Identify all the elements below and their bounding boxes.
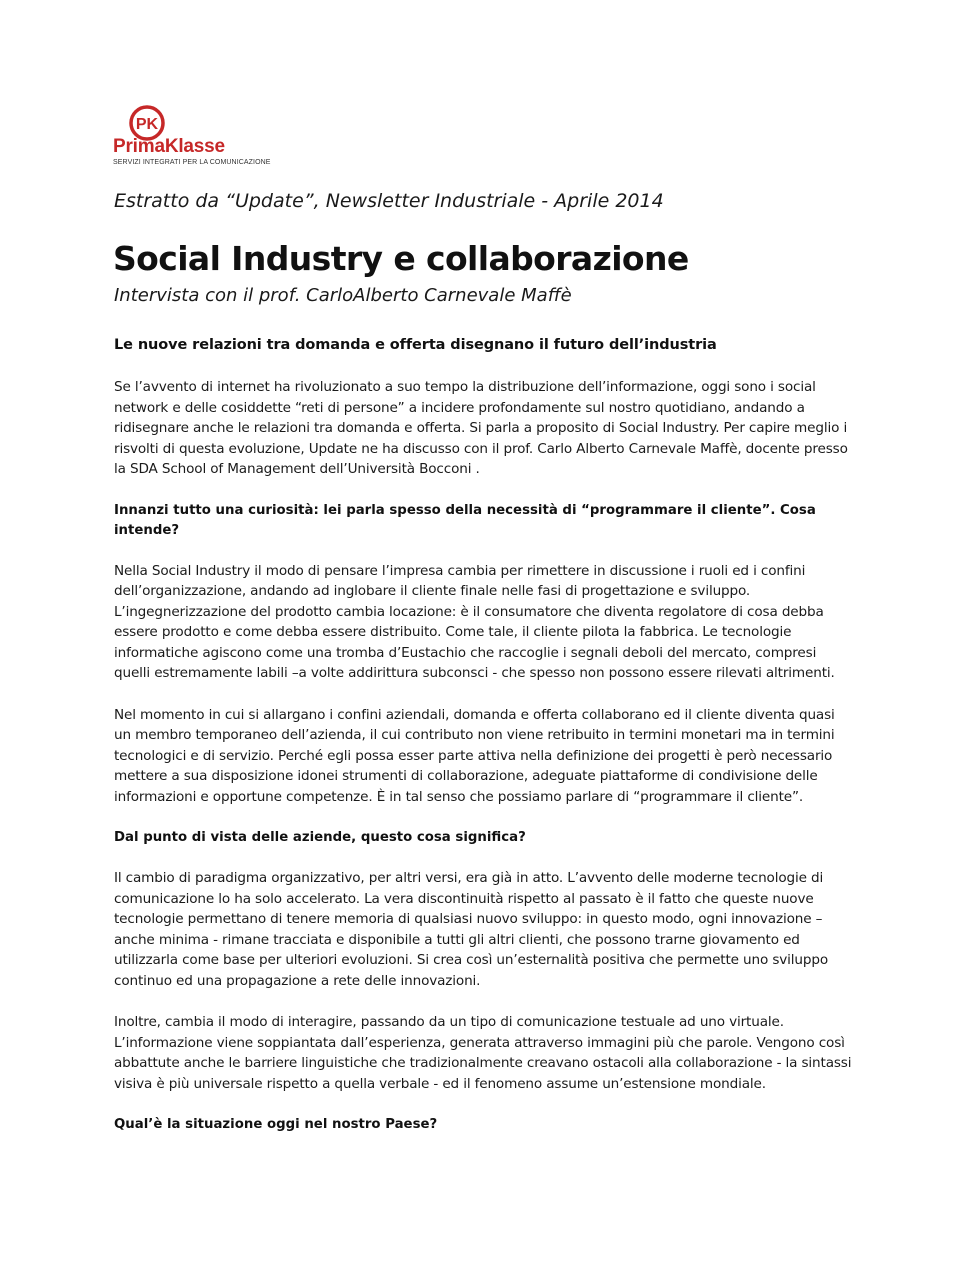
answer-2-paragraph-2: Inoltre, cambia il modo di interagire, passando da un tipo di comunicazione testuale ad uno virtuale. L’informazione viene soppiantata dall’esperienza, generata attraverso immagini più che parole. Vengono così abbattute anche le barriere linguistiche che tradizionalmente creavano ostacoli alla collaborazione - la sintassi visiva è più universale rispetto a quella verbale - ed il fenomeno assume un’estensione mondiale. [114, 1014, 852, 1092]
logo-mark: PK [135, 116, 159, 133]
question-2: Dal punto di vista delle aziende, questo cosa significa? [114, 830, 526, 845]
logo-name-klasse: Klasse [164, 136, 225, 157]
intro-paragraph: Se l’avvento di internet ha rivoluzionato a suo tempo la distribuzione dell’informazione, oggi sono i social network e delle cosiddette “reti di persone” a incidere profondamente sul nostro quotidiano, andando a ridisegnare anche le relazioni tra domanda e offerta. Si parla a proposito di Social Industry. Per capire meglio i risvolti di questa evoluzione, Update ne ha discusso con il prof. Carlo Alberto Carnevale Maffè, docente presso la SDA School of Management dell’Università Bocconi . [114, 379, 848, 477]
answer-2-paragraph-1: Il cambio di paradigma organizzativo, per altri versi, era già in atto. L’avvento delle moderne tecnologie di comunicazione lo ha solo accelerato. La vera discontinuità rispetto al passato è il fatto che queste nuove tecnologie permettano di tenere memoria di qualsiasi nuovo sviluppo: in questo modo, ogni innovazione – anche minima - rimane tracciata e disponibile a tutti gli altri clienti, che possono trarne giovamento ed utilizzarla come base per ulteriori evoluzioni. Si crea così un’esternalità positiva che permette uno sviluppo continuo ed una propagazione a rete delle innovazioni. [114, 870, 828, 989]
question-1: Innanzi tutto una curiosità: lei parla spesso della necessità di “programmare il cliente”. Cosa intende? [114, 502, 816, 538]
primaklasse-logo [113, 105, 293, 171]
extract-line: Estratto da “Update”, Newsletter Industriale - Aprile 2014 [114, 190, 664, 212]
logo-wordmark [113, 137, 225, 157]
logo-tagline: SERVIZI INTEGRATI PER LA COMUNICAZIONE [113, 159, 271, 166]
article-title: Social Industry e collaborazione [113, 239, 689, 278]
article-body [114, 334, 854, 1155]
answer-1-paragraph-1: Nella Social Industry il modo di pensare l’impresa cambia per rimettere in discussione i ruoli ed i confini dell’organizzazione, andando ad inglobare il cliente finale nelle fasi di progettazione e sviluppo. L’ingegnerizzazione del prodotto cambia locazione: è il consumatore che diventa regolatore di cosa debba essere prodotto e come debba essere distribuito. Come tale, il cliente pilota la fabbrica. Le tecnologie informatiche agiscono come una tromba d’Eustachio che raccoglie i segnali deboli del mercato, compresi quelli estremamente labili –a volte addirittura subconsci - che spesso non possono essere rilevati altrimenti. [114, 562, 835, 681]
article-headline: Le nuove relazioni tra domanda e offerta disegnano il futuro dell’industria [114, 337, 717, 353]
answer-1-paragraph-2: Nel momento in cui si allargano i confini aziendali, domanda e offerta collaborano ed il cliente diventa quasi un membro temporaneo dell’azienda, il cui contributo non viene retribuito in termini monetari ma in termini tecnologici e di servizio. Perché egli possa esser parte attiva nella definizione dei progetti è però necessario mettere a sua disposizione idonei strumenti di collaborazione, adeguate piattaforme di condivisione delle informazioni e opportune competenze. È in tal senso che possiamo parlare di “programmare il cliente”. [114, 706, 835, 805]
question-3: Qual’è la situazione oggi nel nostro Paese? [114, 1117, 438, 1132]
article-subtitle: Intervista con il prof. CarloAlberto Carnevale Maffè [114, 285, 572, 306]
logo-name-prima: Prima [113, 136, 165, 157]
